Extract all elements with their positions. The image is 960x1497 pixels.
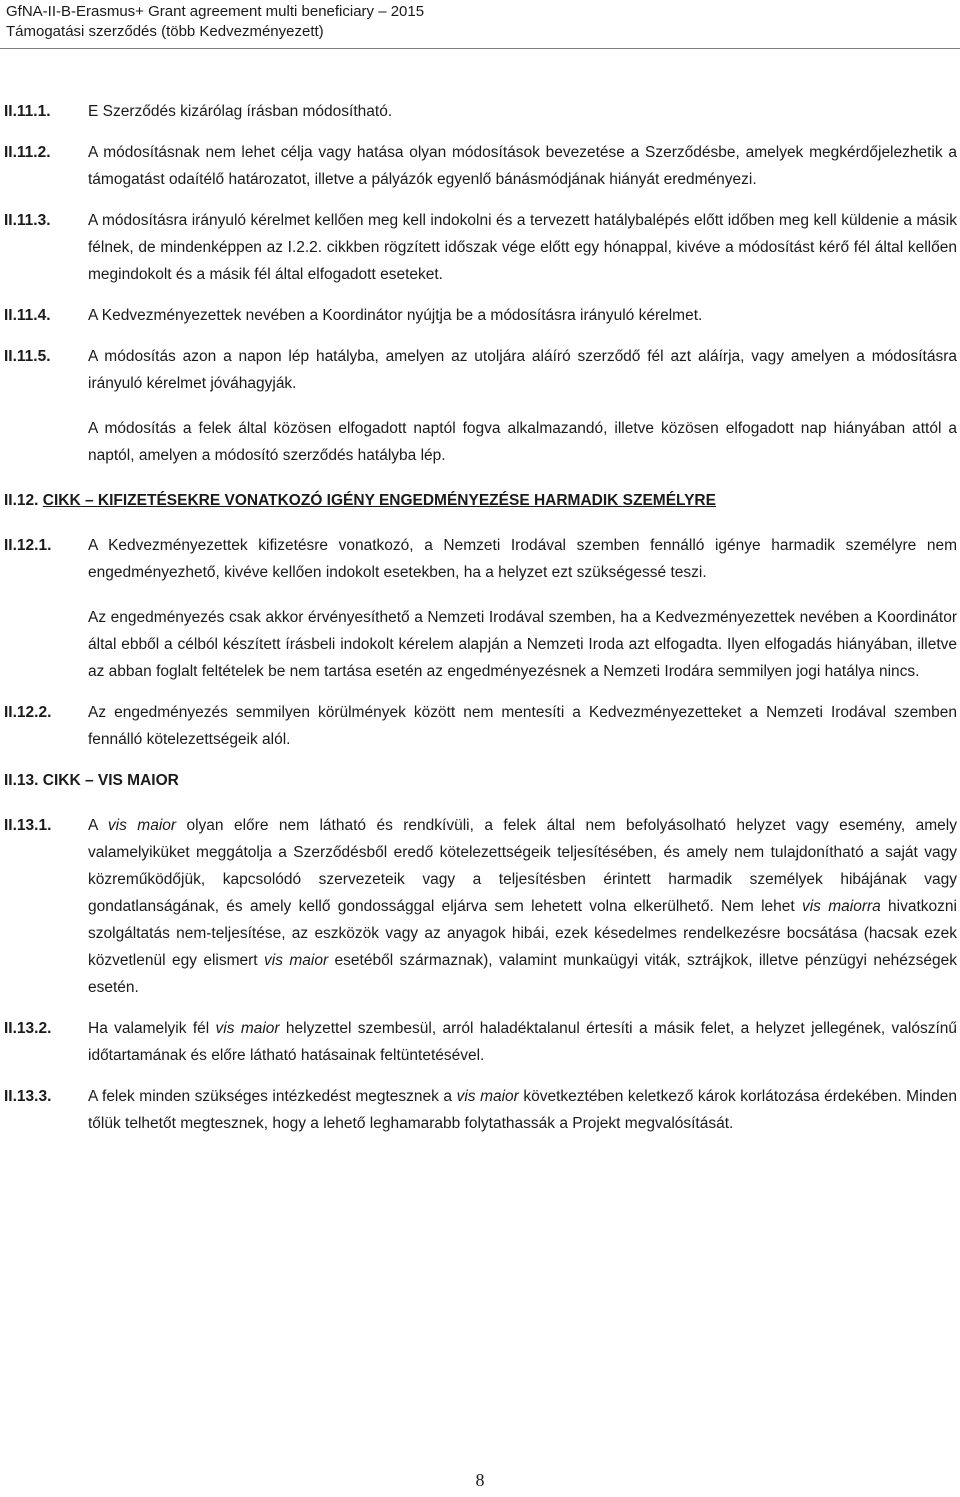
clause-number: II.11.1.: [4, 103, 51, 120]
clause-text: A módosítás a felek által közösen elfogadott naptól fogva alkalmazandó, illetve közösen elfogadott nap hiányában attól a naptól, amelyen a módosító szerződés hatályba lép.: [88, 420, 957, 464]
section-heading-II-13: II.13. CIKK – VIS MAIOR: [4, 772, 179, 789]
clause-II-12-2: [0, 699, 960, 753]
clause-number: II.11.2.: [4, 144, 51, 161]
clause-number: II.11.5.: [4, 348, 51, 365]
clause-text: A Kedvezményezettek nevében a Koordinátor nyújtja be a módosításra irányuló kérelmet.: [88, 307, 703, 324]
document-body: [0, 98, 960, 1137]
clause-text: A módosítás azon a napon lép hatályba, amelyen az utoljára aláíró szerződő fél azt aláírja, vagy amelyen a módosításra irányuló kérelmet jóváhagyják.: [88, 348, 957, 392]
section-heading-II-12: [0, 487, 960, 514]
clause-II-11-2: [0, 139, 960, 193]
clause-II-11-4: [0, 302, 960, 329]
clause-II-13-1: [0, 812, 960, 1001]
clause-number: II.13.2.: [4, 1020, 52, 1037]
clause-text: Az engedményezés csak akkor érvényesíthető a Nemzeti Irodával szemben, ha a Kedvezményezettek nevében a Koordinátor által ebből a célból készített írásbeli indokolt kérelem alapján a Nemzeti Iroda azt elfogadta. Ilyen elfogadás hiányában, illetve az abban foglalt feltételek be nem tartása esetén az engedményezésnek a Nemzeti Irodára semmilyen jogi hatálya nincs.: [88, 609, 957, 680]
clause-text: A módosításnak nem lehet célja vagy hatása olyan módosítások bevezetése a Szerződésbe, amelyek megkérdőjelezhetik a támogatást odaítélő határozatot, illetve a pályázók egyenlő bánásmódjának hiányát eredményezi.: [88, 144, 957, 188]
section-heading-number: II.12.: [4, 492, 43, 509]
clause-number: II.12.1.: [4, 537, 52, 554]
clause-II-11-5: [0, 343, 960, 469]
clause-text: A felek minden szükséges intézkedést megtesznek a vis maior következtében keletkező károk korlátozása érdekében. Minden tőlük telhetőt megtesznek, hogy a lehető leghamarabb folytathassák a Projekt megvalósítását.: [88, 1088, 957, 1132]
clause-number: II.13.1.: [4, 817, 52, 834]
clause-number: II.11.3.: [4, 212, 51, 229]
clause-II-11-1: [0, 98, 960, 125]
clause-text: E Szerződés kizárólag írásban módosítható.: [88, 103, 393, 120]
clause-text: A Kedvezményezettek kifizetésre vonatkozó, a Nemzeti Irodával szemben fennálló igénye harmadik személyre nem engedményezhető, kivéve kellően indokolt esetekben, ha a helyzet ezt szükségessé teszi.: [88, 537, 957, 581]
page-number: 8: [475, 1470, 485, 1490]
clause-number: II.13.3.: [4, 1088, 52, 1105]
clause-II-11-3: [0, 207, 960, 288]
clause-II-12-1: [0, 532, 960, 685]
header-line-2: Támogatási szerződés (több Kedvezményezett): [6, 23, 324, 40]
clause-text: A vis maior olyan előre nem látható és rendkívüli, a felek által nem befolyásolható helyzet vagy esemény, amely valamelyiküket meggátolja a Szerződésből eredő kötelezettségeik teljesítésében, és amely nem tulajdonítható a saját vagy közreműködőjük, kapcsolódó szervezeteik vagy a teljesítésben érintett harmadik személyek hibájának vagy gondatlanságának, és amely kellő gondossággal eljárva sem lehetett volna elkerülhető. Nem lehet vis maiorra hivatkozni szolgáltatás nem-teljesítése, az eszközök vagy az anyagok hibái, ezek késedelmes rendelkezésre bocsátása (hacsak ezek közvetlenül egy elismert vis maior esetéből származnak), valamint munkaügyi viták, sztrájkok, illetve pénzügyi nehézségek esetén.: [88, 817, 957, 996]
header-rule: [0, 48, 960, 49]
section-heading-title: CIKK – KIFIZETÉSEKRE VONATKOZÓ IGÉNY ENGEDMÉNYEZÉSE HARMADIK SZEMÉLYRE: [42, 492, 716, 509]
clause-text: A módosításra irányuló kérelmet kellően meg kell indokolni és a tervezett hatálybalépés előtt időben meg kell küldenie a másik félnek, de mindenképpen az I.2.2. cikkben rögzített időszak vége előtt egy hónappal, kivéve a módosítást kérő fél által kellően megindokolt és a másik fél által elfogadott eseteket.: [88, 212, 957, 283]
clause-number: II.11.4.: [4, 307, 51, 324]
page-header: [0, 0, 960, 49]
clause-number: II.12.2.: [4, 704, 52, 721]
header-line-1: GfNA-II-B-Erasmus+ Grant agreement multi beneficiary – 2015: [6, 3, 425, 20]
clause-text: Ha valamelyik fél vis maior helyzettel szembesül, arról haladéktalanul értesíti a másik felet, a helyzet jellegének, valószínű időtartamának és előre látható hatásainak feltüntetésével.: [88, 1020, 957, 1064]
clause-text: Az engedményezés semmilyen körülmények között nem mentesíti a Kedvezményezetteket a Nemzeti Irodával szemben fennálló kötelezettségeik alól.: [88, 704, 957, 748]
clause-II-13-2: [0, 1015, 960, 1069]
clause-II-13-3: [0, 1083, 960, 1137]
